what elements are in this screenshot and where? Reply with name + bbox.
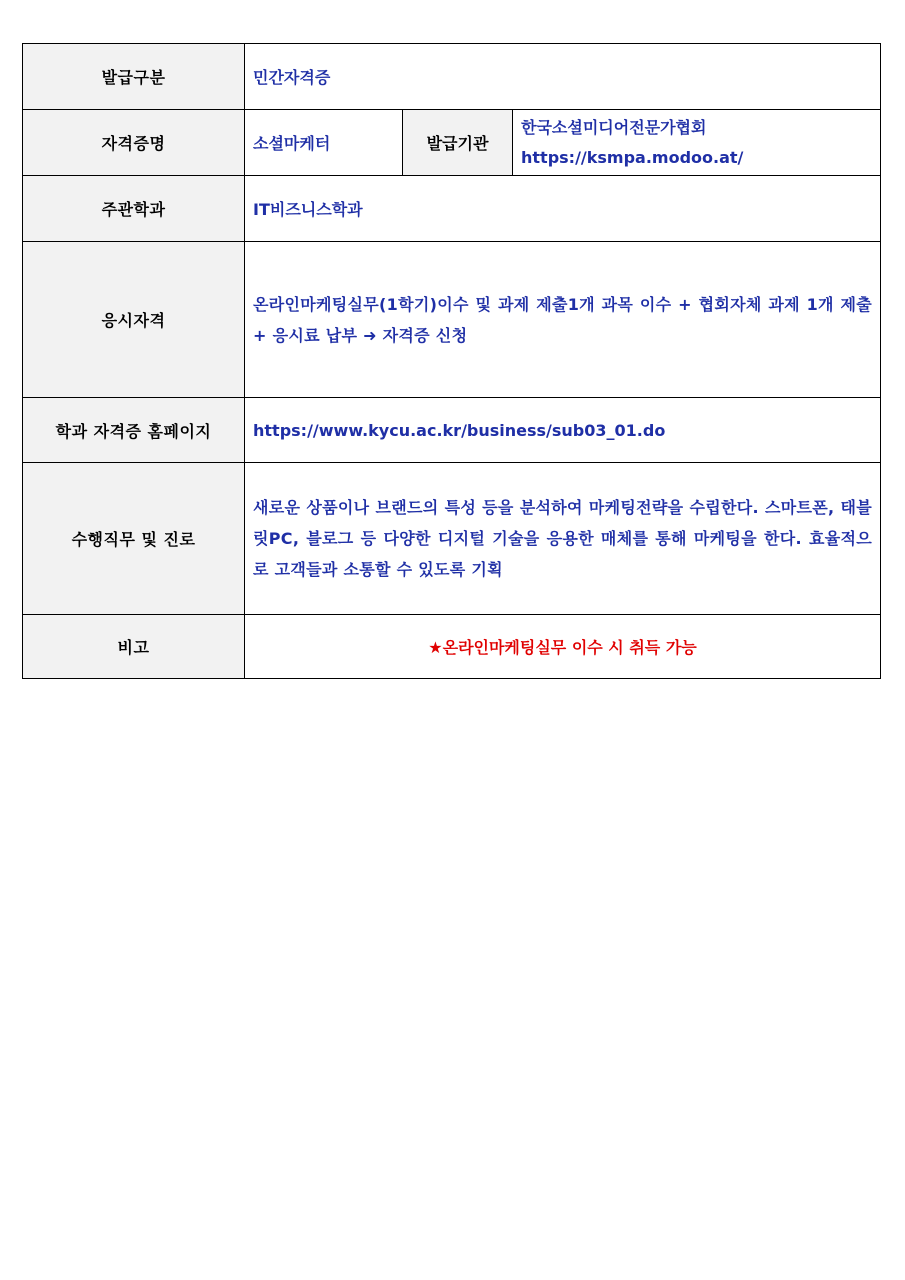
row-department: [23, 176, 881, 242]
cert-name-value: 소셜마케터: [245, 110, 403, 176]
certificate-info-table: [22, 43, 881, 679]
career-value: 새로운 상품이나 브랜드의 특성 등을 분석하여 마케팅전략을 수립한다. 스마트폰, 태블릿PC, 블로그 등 다양한 디지털 기술을 응용한 매체를 통해 마케팅을 한다. 효율적으로 고객들과 소통할 수 있도록 기획: [245, 463, 881, 615]
career-label: 수행직무 및 진로: [23, 463, 245, 615]
row-eligibility: [23, 242, 881, 398]
cert-name-label: 자격증명: [23, 110, 245, 176]
issuer-cell: [513, 110, 881, 176]
issue-type-value: 민간자격증: [245, 44, 881, 110]
remark-label: 비고: [23, 615, 245, 679]
issuer-label: 발급기관: [403, 110, 513, 176]
eligibility-label: 응시자격: [23, 242, 245, 398]
eligibility-value: 온라인마케팅실무(1학기)이수 및 과제 제출1개 과목 이수 + 협회자체 과제 1개 제출 + 응시료 납부 ➜ 자격증 신청: [245, 242, 881, 398]
homepage-link[interactable]: https://www.kycu.ac.kr/business/sub03_01.do: [245, 398, 881, 463]
row-career: [23, 463, 881, 615]
department-value: IT비즈니스학과: [245, 176, 881, 242]
row-remark: [23, 615, 881, 679]
homepage-label: 학과 자격증 홈페이지: [23, 398, 245, 463]
row-issue-type: [23, 44, 881, 110]
issuer-name: 한국소셜미디어전문가협회: [521, 117, 707, 137]
issuer-url-link[interactable]: https://ksmpa.modoo.at/: [521, 147, 744, 167]
issue-type-label: 발급구분: [23, 44, 245, 110]
remark-value: ★온라인마케팅실무 이수 시 취득 가능: [245, 615, 881, 679]
row-homepage: [23, 398, 881, 463]
department-label: 주관학과: [23, 176, 245, 242]
row-cert-name: [23, 110, 881, 176]
